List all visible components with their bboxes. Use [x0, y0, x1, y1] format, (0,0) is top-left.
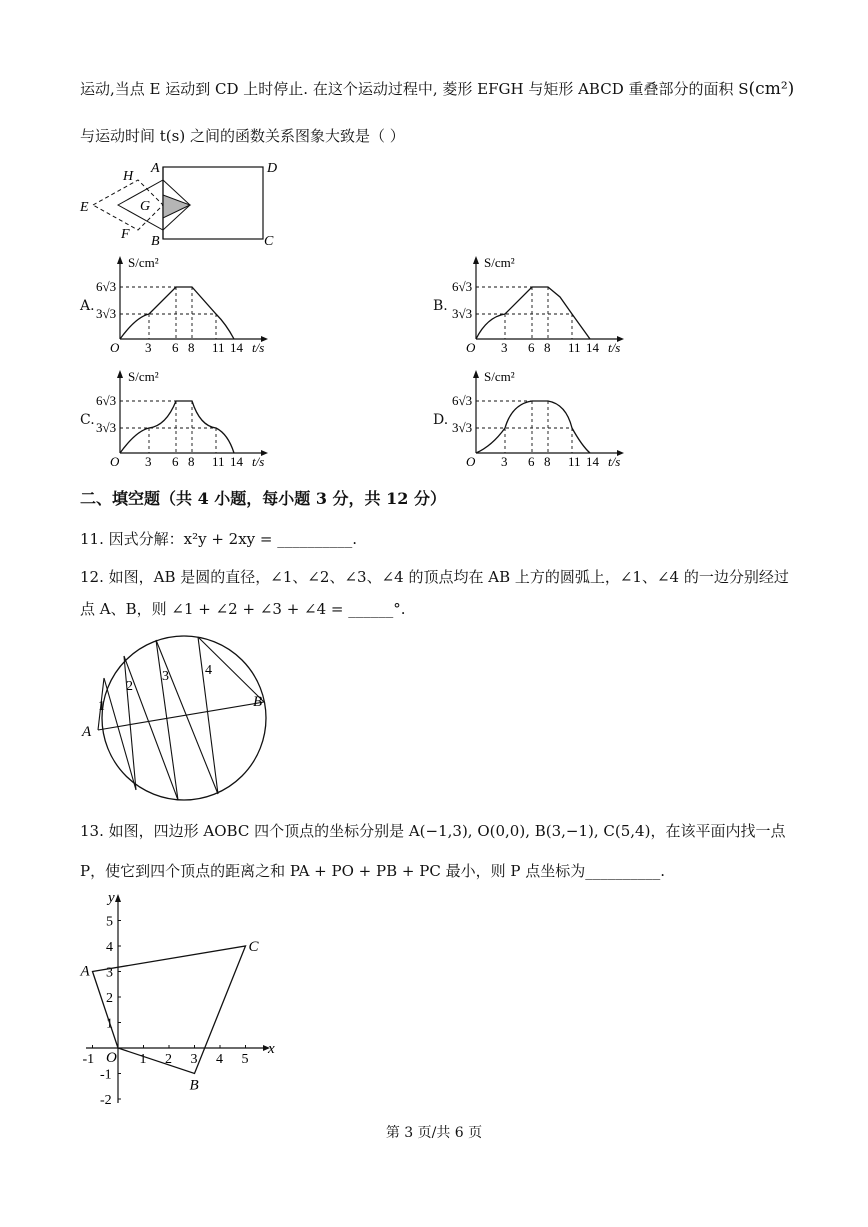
- x-tick-label: 14: [230, 340, 243, 355]
- x-tick-label: 11: [212, 340, 225, 355]
- page-footer: 第 3 页/共 6 页: [385, 1125, 483, 1141]
- point-c-label: C: [248, 939, 259, 955]
- y-tick-label: 3√3: [452, 420, 473, 435]
- option-d-label: D.: [433, 412, 449, 428]
- q12-line1: 12. 如图，AB 是圆的直径，∠1、∠2、∠3、∠4 的顶点均在 AB 上方的圆弧上，∠1、∠4 的一边分别经过: [80, 568, 789, 586]
- x-tick-label: 3: [145, 340, 152, 355]
- label-d: D: [267, 161, 278, 176]
- q10-unit: (cm²): [748, 79, 795, 99]
- overlap-region: [163, 195, 190, 218]
- y-tick-label: -2: [100, 1093, 112, 1108]
- rhombus-dashed: [93, 180, 163, 230]
- y-axis-label: y: [108, 890, 115, 906]
- y-tick-label: 6√3: [96, 279, 117, 294]
- y-tick-label: 3√3: [96, 420, 117, 435]
- tick-origin: O: [466, 340, 476, 355]
- graph-curve: [476, 401, 590, 453]
- x-tick-label: 2: [165, 1052, 172, 1067]
- y-tick-label: 6√3: [96, 393, 117, 408]
- circle: [102, 636, 266, 800]
- y-axis-label: S/cm²: [484, 369, 515, 384]
- option-c-label: C.: [80, 412, 95, 428]
- x-tick-label: 8: [544, 340, 551, 355]
- y-tick-label: 3: [106, 965, 113, 981]
- label-g: G: [140, 199, 151, 214]
- origin-label: O: [106, 1050, 117, 1066]
- x-tick-label: 1: [139, 1052, 147, 1067]
- q13-coordinate-figure: [78, 888, 278, 1110]
- angle-4-label: 4: [205, 663, 212, 678]
- point-b-label: B: [253, 694, 263, 710]
- option-d-graph: [452, 366, 632, 471]
- tick-origin: O: [110, 340, 120, 355]
- y-tick-label: 2: [106, 991, 113, 1006]
- x-tick-label: 6: [528, 340, 535, 355]
- x-tick-label: 8: [544, 454, 551, 469]
- y-tick-label: 6√3: [452, 393, 473, 408]
- tick-origin: O: [466, 454, 476, 469]
- x-tick-label: 6: [172, 340, 179, 355]
- x-tick-label: 4: [216, 1052, 223, 1067]
- y-tick-label: 3√3: [96, 306, 117, 321]
- section-heading: 二、填空题（共 4 小题，每小题 3 分，共 12 分）: [80, 489, 446, 508]
- point-b-label: B: [189, 1077, 199, 1094]
- x-tick-label: 3: [501, 454, 508, 469]
- q11-text: 11. 因式分解：x²y + 2xy = __________.: [80, 530, 358, 548]
- x-tick-label: 6: [528, 454, 535, 469]
- x-tick-label: 8: [188, 340, 195, 355]
- q10-line2: 与运动时间 t(s) 之间的函数关系图象大致是（ ）: [80, 127, 405, 145]
- angle-1-label: 1: [98, 699, 105, 714]
- option-b-graph: [452, 252, 632, 357]
- x-axis-label: t/s: [608, 454, 621, 469]
- x-axis-label: t/s: [252, 454, 265, 469]
- y-tick-label: 3√3: [452, 306, 473, 321]
- y-tick-label: -1: [100, 1067, 112, 1083]
- x-tick-label: -1: [82, 1052, 95, 1067]
- graph-curve: [120, 287, 234, 339]
- diameter-ab: [98, 702, 264, 730]
- q10-line1-text: 运动,当点 E 运动到 CD 上时停止. 在这个运动过程中, 菱形 EFGH 与矩形 ABCD 重叠部分的面积 S: [80, 80, 749, 98]
- x-tick-label: 14: [586, 454, 599, 469]
- y-axis-arrow: [115, 894, 121, 902]
- tick-origin: O: [110, 454, 120, 469]
- x-tick-label: 3: [145, 454, 152, 469]
- q13-line1: 13. 如图，四边形 AOBC 四个顶点的坐标分别是 A(−1,3), O(0,0), B(3,−1), C(5,4)，在该平面内找一点: [80, 822, 786, 840]
- x-tick-label: 11: [568, 454, 581, 469]
- y-axis-arrow: [117, 370, 123, 378]
- point-a-label: A: [82, 724, 92, 740]
- graph-curve: [476, 287, 590, 339]
- label-e: E: [80, 200, 89, 215]
- q10-figure: [78, 155, 288, 255]
- option-b-label: B.: [433, 298, 448, 314]
- option-a-graph: [96, 252, 276, 357]
- x-tick-label: 14: [586, 340, 599, 355]
- y-tick-label: 4: [106, 940, 113, 955]
- option-c-graph: [96, 366, 276, 471]
- q13-line2: P，使它到四个顶点的距离之和 PA + PO + PB + PC 最小，则 P 点坐标为__________.: [80, 862, 665, 880]
- label-b: B: [151, 234, 160, 249]
- y-tick-label: 5: [106, 914, 113, 930]
- x-axis-label: t/s: [252, 340, 265, 355]
- angle-2-label: 2: [126, 679, 133, 694]
- q10-line1: [80, 78, 794, 99]
- q12-line2: 点 A、B，则 ∠1 + ∠2 + ∠3 + ∠4 = ______°.: [80, 600, 406, 618]
- angle-3-label: 3: [162, 669, 169, 684]
- q12-circle-figure: [78, 628, 278, 808]
- label-f: F: [121, 227, 130, 242]
- label-c: C: [264, 234, 274, 249]
- x-tick-label: 6: [172, 454, 179, 469]
- option-a-label: A.: [80, 298, 95, 314]
- x-tick-label: 11: [568, 340, 581, 355]
- y-axis-arrow: [473, 256, 479, 264]
- y-axis-arrow: [473, 370, 479, 378]
- y-tick-label: 1: [106, 1016, 113, 1032]
- x-tick-label: 3: [190, 1052, 198, 1067]
- x-axis-label: x: [268, 1041, 275, 1057]
- y-tick-label: 6√3: [452, 279, 473, 294]
- graph-curve: [120, 401, 234, 453]
- x-tick-label: 14: [230, 454, 243, 469]
- label-h: H: [123, 169, 134, 184]
- x-axis-label: t/s: [608, 340, 621, 355]
- y-axis-label: S/cm²: [128, 369, 159, 384]
- x-tick-label: 5: [241, 1052, 249, 1067]
- y-axis-arrow: [117, 256, 123, 264]
- point-a-label: A: [80, 963, 90, 980]
- x-tick-label: 3: [501, 340, 508, 355]
- x-tick-label: 8: [188, 454, 195, 469]
- y-axis-label: S/cm²: [484, 255, 515, 270]
- x-tick-label: 11: [212, 454, 225, 469]
- label-a: A: [151, 161, 160, 176]
- y-axis-label: S/cm²: [128, 255, 159, 270]
